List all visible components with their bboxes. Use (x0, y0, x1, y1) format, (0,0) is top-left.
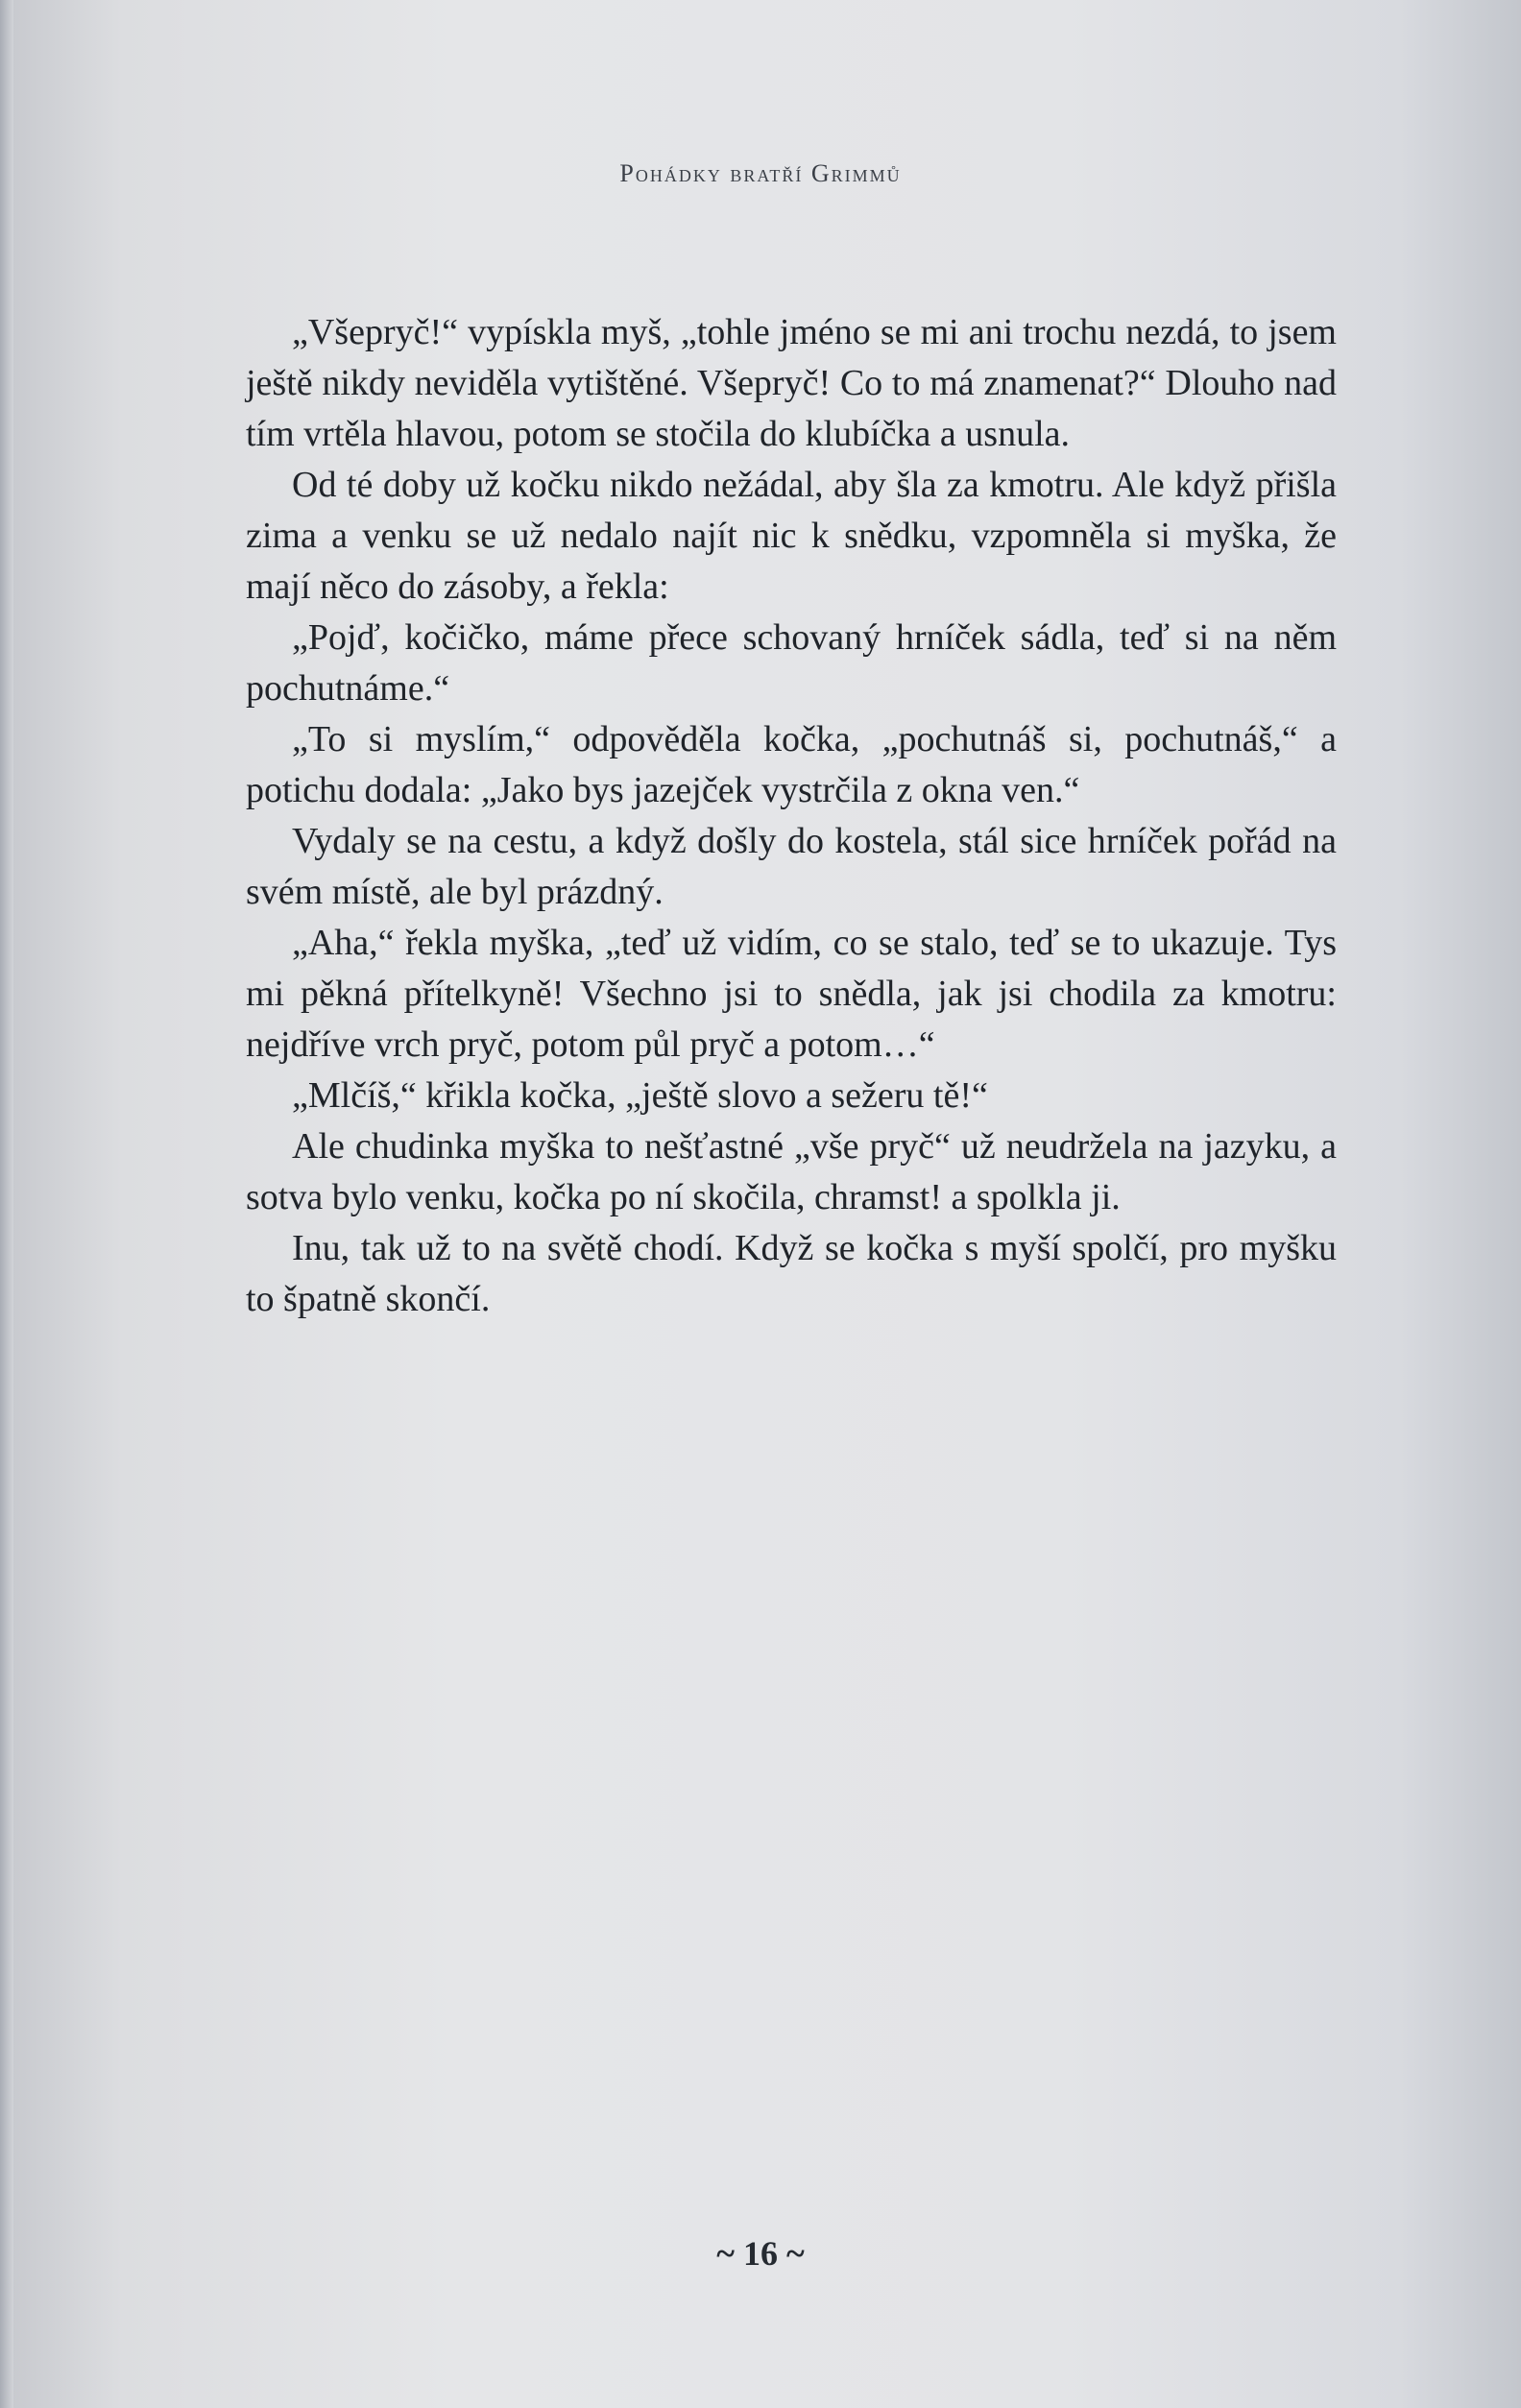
paragraph: „Pojď, kočičko, máme přece schovaný hrníček sádla, teď si na něm pochutnáme.“ (246, 617, 1337, 709)
paragraph: „Mlčíš,“ křikla kočka, „ještě slovo a sežeru tě!“ (292, 1075, 988, 1116)
paragraph: „To si myslím,“ odpověděla kočka, „pochutnáš si, pochutnáš,“ a potichu dodala: „Jako bys jazejček vystrčila z okna ven.“ (246, 719, 1337, 810)
paragraph: „Aha,“ řekla myška, „teď už vidím, co se stalo, teď se to ukazuje. Tys mi pěkná přítelkyně! Všechno jsi to snědla, jak jsi chodila za kmotru: nejdříve vrch pryč, potom půl pryč a potom…“ (246, 923, 1337, 1065)
page-edge-shadow (0, 0, 13, 2408)
story-text (246, 307, 1337, 1325)
running-head: Pohádky bratří Grimmů (619, 159, 902, 187)
paragraph: Vydaly se na cestu, a když došly do kostela, stál sice hrníček pořád na svém místě, ale byl prázdný. (246, 821, 1337, 912)
paragraph: Inu, tak už to na světě chodí. Když se kočka s myší spolčí, pro myšku to špatně skončí. (246, 1228, 1337, 1319)
paragraph: Ale chudinka myška to nešťastné „vše pryč“ už neudržela na jazyku, a sotva bylo venku, kočka po ní skočila, chramst! a spolkla ji. (246, 1126, 1337, 1217)
page-number: ~ 16 ~ (716, 2234, 805, 2273)
paragraph: „Všepryč!“ vypískla myš, „tohle jméno se mi ani trochu nezdá, to jsem ještě nikdy neviděla vytištěné. Všepryč! Co to má znamenat?“ Dlouho nad tím vrtěla hlavou, potom se stočila do klubíčka a usnula. (246, 312, 1337, 454)
paragraph: Od té doby už kočku nikdo nežádal, aby šla za kmotru. Ale když přišla zima a venku se už nedalo najít nic k snědku, vzpomněla si myška, že mají něco do zásoby, a řekla: (246, 465, 1337, 607)
